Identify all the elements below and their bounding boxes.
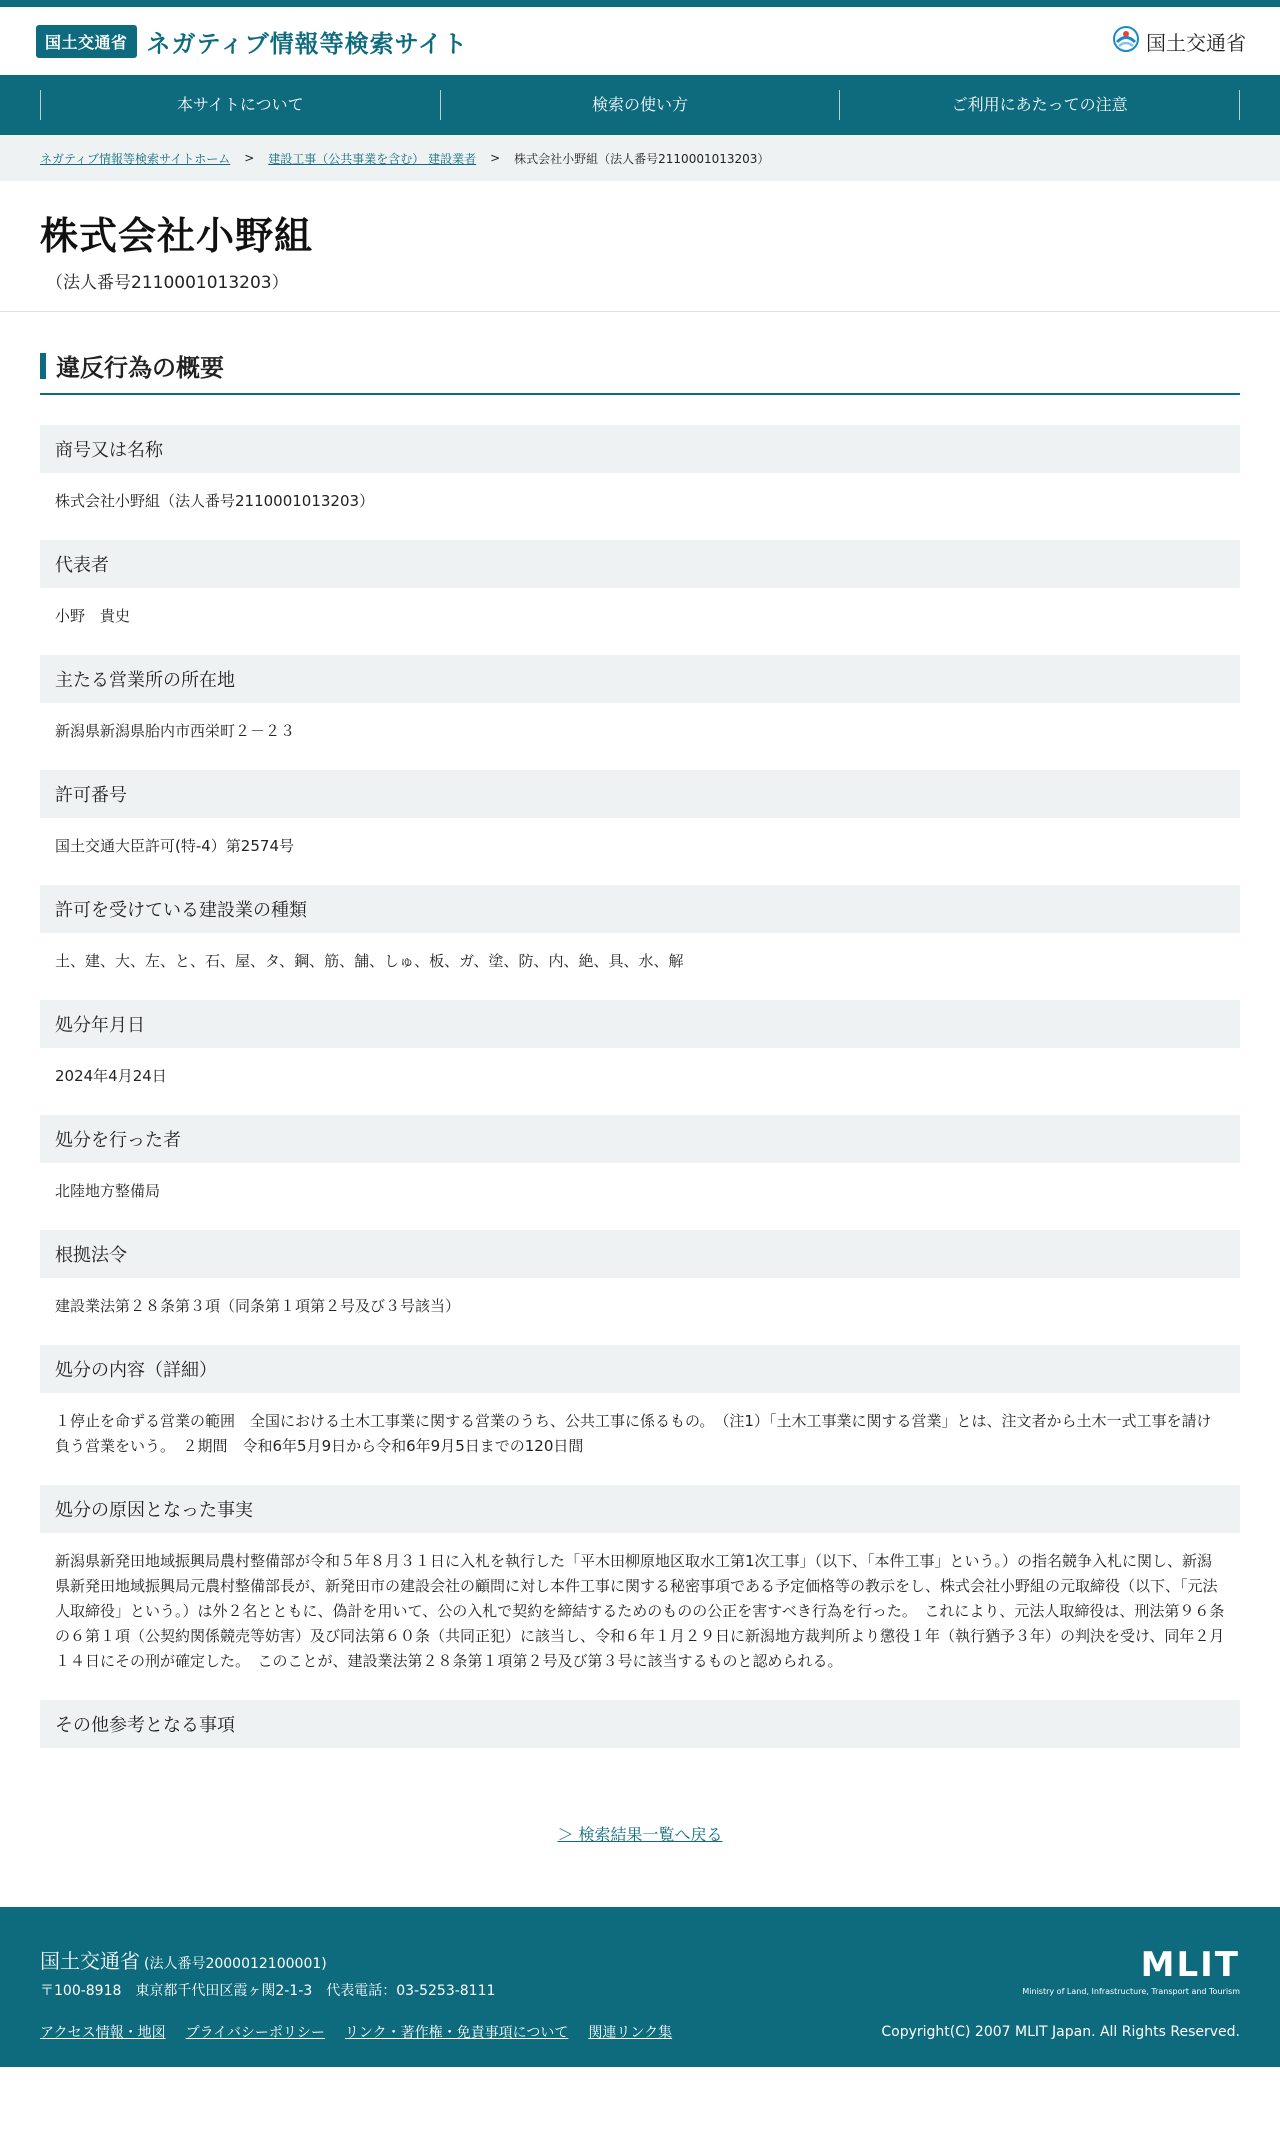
field-value-license-types: 土、建、大、左、と、石、屋、タ、鋼、筋、舗、しゅ、板、ガ、塗、防、内、絶、具、水、解 <box>55 952 684 970</box>
field-label-other-notes: その他参考となる事項 <box>40 1700 1240 1748</box>
breadcrumb <box>0 135 1280 181</box>
corporate-number: （法人番号2110001013203） <box>46 273 289 293</box>
nav-how-to-search[interactable]: 検索の使い方 <box>440 90 840 120</box>
footer-links <box>40 2022 672 2042</box>
footer-org-name: 国土交通省 <box>40 1949 140 1973</box>
mlit-logo-subtitle: Ministry of Land, Infrastructure, Transport and Tourism <box>1022 1987 1240 1996</box>
breadcrumb-category[interactable]: 建設工事（公共事業を含む） 建設業者 <box>268 151 477 166</box>
ministry-emblem-icon <box>1112 25 1140 57</box>
nav-usage-notes[interactable]: ご利用にあたっての注意 <box>839 90 1240 120</box>
section-title: 違反行為の概要 <box>56 354 224 382</box>
breadcrumb-current: 株式会社小野組（法人番号2110001013203） <box>514 151 770 166</box>
ministry-name: 国土交通省 <box>1146 30 1246 55</box>
field-value-trade-name: 株式会社小野組（法人番号2110001013203） <box>55 492 375 510</box>
main-nav <box>0 75 1280 135</box>
company-header <box>0 181 1280 312</box>
back-link-container <box>40 1822 1240 1845</box>
nav-about[interactable]: 本サイトについて <box>40 90 440 120</box>
section-heading <box>40 348 1240 395</box>
heading-accent-bar <box>40 353 46 379</box>
field-label-trade-name: 商号又は名称 <box>40 425 1240 473</box>
footer-address: 〒100-8918 東京都千代田区霞ヶ関2-1-3 代表電話：03-5253-8111 <box>40 1983 496 1999</box>
field-value-disposition-date: 2024年4月24日 <box>55 1067 167 1085</box>
violation-fields <box>40 425 1240 1774</box>
main-content <box>0 312 1280 1845</box>
footer-org <box>40 1945 672 1974</box>
field-label-license-number: 許可番号 <box>40 770 1240 818</box>
field-value-legal-basis: 建設業法第２８条第３項（同条第１項第２号及び３号該当） <box>55 1297 461 1315</box>
field-label-disposition-date: 処分年月日 <box>40 1000 1240 1048</box>
site-footer <box>0 1907 1280 2067</box>
site-title: ネガティブ情報等検索サイト <box>146 29 468 58</box>
field-value-cause-facts: 新潟県新発田地域振興局農村整備部が令和５年８月３１日に入札を執行した「平木田柳原地区取水工第1次工事」（以下、「本件工事」という。）の指名競争入札に関し、新潟県新発田地域振興局元農村整備部長が、新発田市の建設会社の顧問に対し本件工事に関する秘密事項である予定価格等の教示をし、株式会社小野組の元取締役（以下、「元法人取締役」という。）は外２名とともに、偽計を用いて、公の入札で契約を締結するためのものの公正を害すべき行為を行った。 これにより、元法人取締役は、刑法第９６条の６第１項（公契約関係競売等妨害）及び同法第６０条（共同正犯）に該当し、令和６年１月２９日に新潟地方裁判所より懲役１年（執行猶予３年）の判決を受け、同年２月１４日にその刑が確定した。 このことが、建設業法第２８条第１項第２号及び第３号に該当するものと認められる。 <box>55 1552 1225 1670</box>
ministry-logo[interactable] <box>1112 25 1246 57</box>
breadcrumb-separator: > <box>244 151 255 165</box>
breadcrumb-home[interactable]: ネガティブ情報等検索サイトホーム <box>40 151 231 166</box>
field-value-representative: 小野 貴史 <box>55 607 131 625</box>
footer-left <box>40 1945 672 2067</box>
back-to-results-link[interactable]: ＞ 検索結果一覧へ戻る <box>557 1825 723 1844</box>
field-label-license-types: 許可を受けている建設業の種類 <box>40 885 1240 933</box>
site-header <box>0 7 1280 75</box>
copyright: Copyright(C) 2007 MLIT Japan. All Rights Reserved. <box>881 2024 1240 2040</box>
field-label-disposing-authority: 処分を行った者 <box>40 1115 1240 1163</box>
mlit-logo: MLIT <box>1140 1945 1240 1985</box>
footer-link-related[interactable]: 関連リンク集 <box>588 2025 673 2041</box>
top-accent-bar <box>0 0 1280 7</box>
site-brand[interactable] <box>36 24 468 59</box>
breadcrumb-separator: > <box>490 151 501 165</box>
field-label-disposition-details: 処分の内容（詳細） <box>40 1345 1240 1393</box>
field-value-license-number: 国土交通大臣許可(特-4）第2574号 <box>55 837 294 855</box>
field-label-legal-basis: 根拠法令 <box>40 1230 1240 1278</box>
field-value-office-address: 新潟県新潟県胎内市西栄町２－２３ <box>55 722 296 740</box>
field-label-representative: 代表者 <box>40 540 1240 588</box>
field-value-disposition-details: １停止を命ずる営業の範囲 全国における土木工事業に関する営業のうち、公共工事に係るもの。 （注1）「土木工事業に関する営業」とは、注文者から土木一式工事を請け負う営業をいう。 ２期間 令和6年5月9日から令和6年9月5日までの120日間 <box>55 1412 1212 1455</box>
footer-link-privacy[interactable]: プライバシーポリシー <box>185 2025 325 2041</box>
footer-link-access[interactable]: アクセス情報・地図 <box>40 2025 166 2041</box>
ministry-badge: 国土交通省 <box>36 25 137 58</box>
field-value-other-notes <box>40 1748 1240 1774</box>
footer-link-copyright[interactable]: リンク・著作権・免責事項について <box>344 2025 569 2041</box>
field-label-office-address: 主たる営業所の所在地 <box>40 655 1240 703</box>
field-label-cause-facts: 処分の原因となった事実 <box>40 1485 1240 1533</box>
footer-right <box>881 1945 1240 2067</box>
page-title: 株式会社小野組 <box>40 214 314 258</box>
field-value-disposing-authority: 北陸地方整備局 <box>55 1182 161 1200</box>
footer-org-corp-no: (法人番号2000012100001) <box>144 1956 327 1972</box>
